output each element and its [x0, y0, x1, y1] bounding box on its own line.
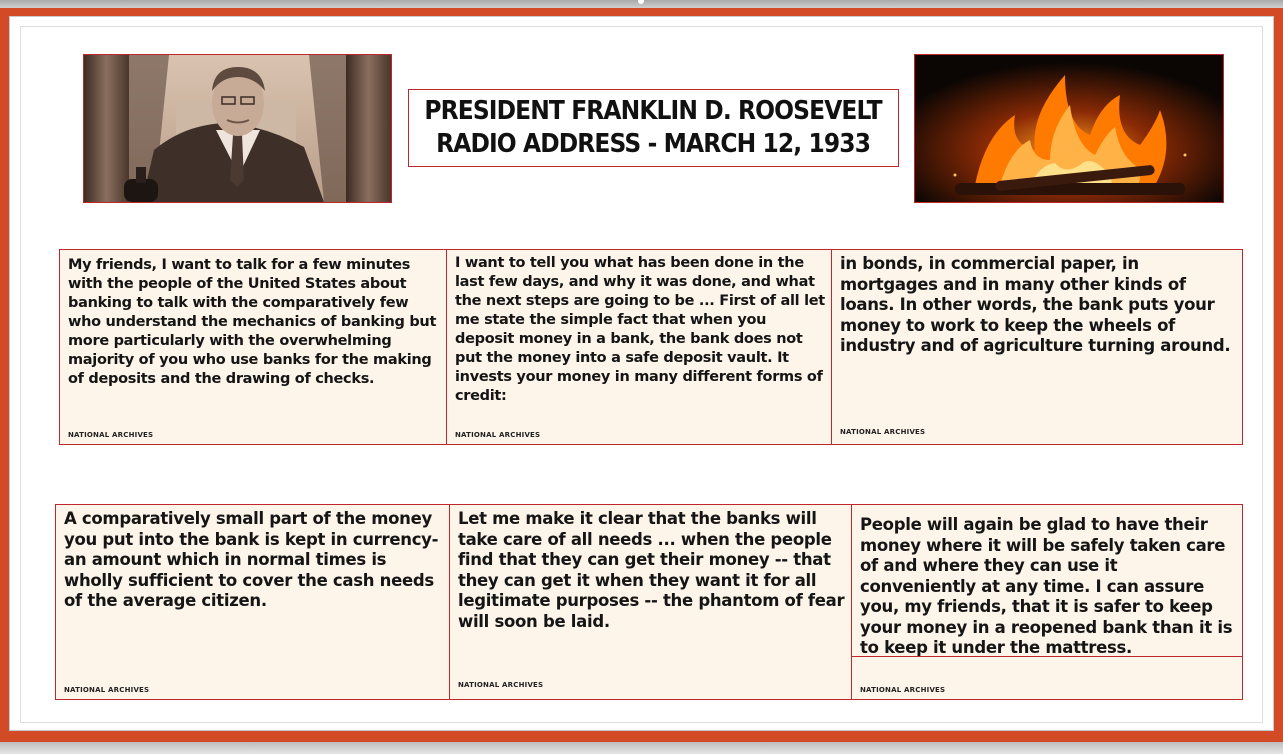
- credit-label-1: NATIONAL ARCHIVES: [68, 431, 154, 439]
- quote-text-1: My friends, I want to talk for a few minutes with the people of the United States about banking to talk with the comparatively few who understand the mechanics of banking but more particularly with the overwhelming majority of you who use banks for the making of deposits and the drawing of checks.: [68, 257, 437, 387]
- fireplace-photo: [914, 54, 1224, 203]
- poster-sheet: [9, 16, 1274, 731]
- quote-card-4: [55, 504, 450, 700]
- poster-frame: [0, 8, 1283, 742]
- quote-text-3: in bonds, in commercial paper, in mortgages and in many other kinds of loans. In other words, the bank puts your money to work to keep the wheels of industry and of agriculture turning around.: [840, 254, 1231, 355]
- quote-card-3: [831, 249, 1243, 445]
- poster-inner-border: [20, 26, 1263, 723]
- title-box: [408, 89, 899, 167]
- credit-label-2: NATIONAL ARCHIVES: [455, 431, 541, 439]
- quote-text-2: I want to tell you what has been done in the last few days, and why it was done, and what the next steps are going to be ... First of all let me state the simple fact that when you deposit money in a bank, the bank does not put the money into a safe deposit vault. It invests your money in many different forms of credit:: [455, 255, 825, 404]
- credit-label-5: NATIONAL ARCHIVES: [458, 681, 544, 689]
- roosevelt-photo: [83, 54, 392, 203]
- title-line-2: RADIO ADDRESS - MARCH 12, 1933: [436, 129, 871, 159]
- quote-text-4: A comparatively small part of the money you put into the bank is kept in currency- an amount which in normal times is wholly sufficient to cover the cash needs of the average citizen.: [64, 509, 439, 610]
- quote-card-2: [446, 249, 832, 445]
- top-indicator: [638, 0, 644, 4]
- quote-text-5: Let me make it clear that the banks will take care of all needs ... when the people find that they can get their money -- that they can get it when they want it for all legitimate purposes -- the phantom of fear will soon be laid.: [458, 509, 845, 631]
- quote-card-5: [449, 504, 852, 700]
- credit-label-6: NATIONAL ARCHIVES: [860, 686, 946, 694]
- quote-card-1: [59, 249, 447, 445]
- window-top-strip: [0, 0, 1283, 8]
- title-line-1: PRESIDENT FRANKLIN D. ROOSEVELT: [424, 96, 883, 126]
- window-bottom-strip: [0, 742, 1283, 754]
- quote-card-6: [851, 504, 1243, 700]
- credit-label-3: NATIONAL ARCHIVES: [840, 428, 926, 436]
- quote-text-6: People will again be glad to have their money where it will be safely taken care of and where they can use it conveniently at any time. I can assure you, my friends, that it is safer to keep your money in a reopened bank than it is to keep it under the mattress.: [860, 515, 1233, 657]
- card-divider: [852, 656, 1242, 657]
- credit-label-4: NATIONAL ARCHIVES: [64, 686, 150, 694]
